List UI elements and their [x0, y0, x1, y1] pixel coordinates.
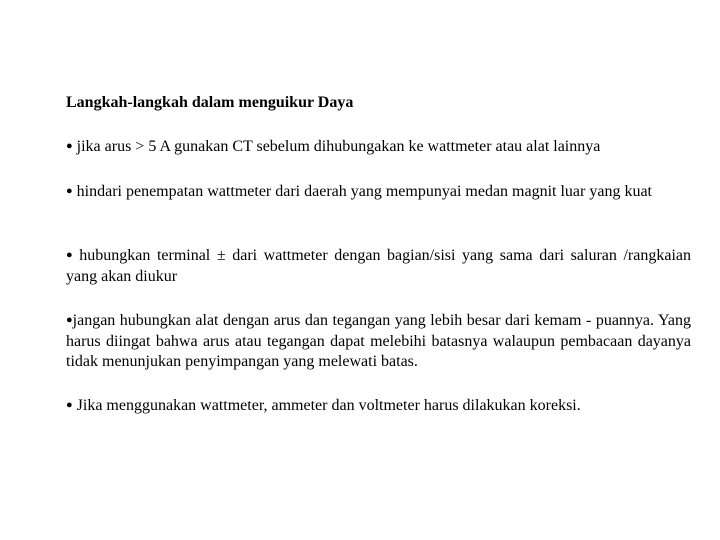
list-item-text: hubungkan terminal ± dari wattmeter dengan bagian/sisi yang sama dari saluran /rangkaian yang akan diukur [66, 247, 691, 285]
list-item-text: Jika menggunakan wattmeter, ammeter dan voltmeter harus dilakukan koreksi. [72, 397, 581, 414]
bullet-icon: ● [66, 140, 73, 152]
bullet-icon: ● [66, 399, 73, 411]
list-item [66, 395, 691, 417]
bullet-icon: ● [66, 249, 73, 261]
page-title: Langkah-langkah dalam menguikur Daya [66, 94, 354, 111]
slide-content [66, 93, 691, 414]
bullet-icon: ● [66, 314, 73, 326]
list-item [66, 181, 691, 203]
list-item [66, 245, 691, 287]
list-item [66, 136, 691, 158]
bullet-icon: ● [66, 185, 73, 197]
list-item-text: jika arus > 5 A gunakan CT sebelum dihubungakan ke wattmeter atau alat lainnya [72, 138, 601, 155]
list-item-text: hindari penempatan wattmeter dari daerah yang mempunyai medan magnit luar yang kuat [72, 183, 652, 200]
list-item-text: jangan hubungkan alat dengan arus dan tegangan yang lebih besar dari kemam - puannya. Yang harus diingat bahwa arus atau tegangan dapat melebihi batasnya walaupun pembacaan dayanya tidak menunjukan penyimpangan yang melewati batas. [66, 312, 691, 370]
list-item [66, 310, 691, 373]
